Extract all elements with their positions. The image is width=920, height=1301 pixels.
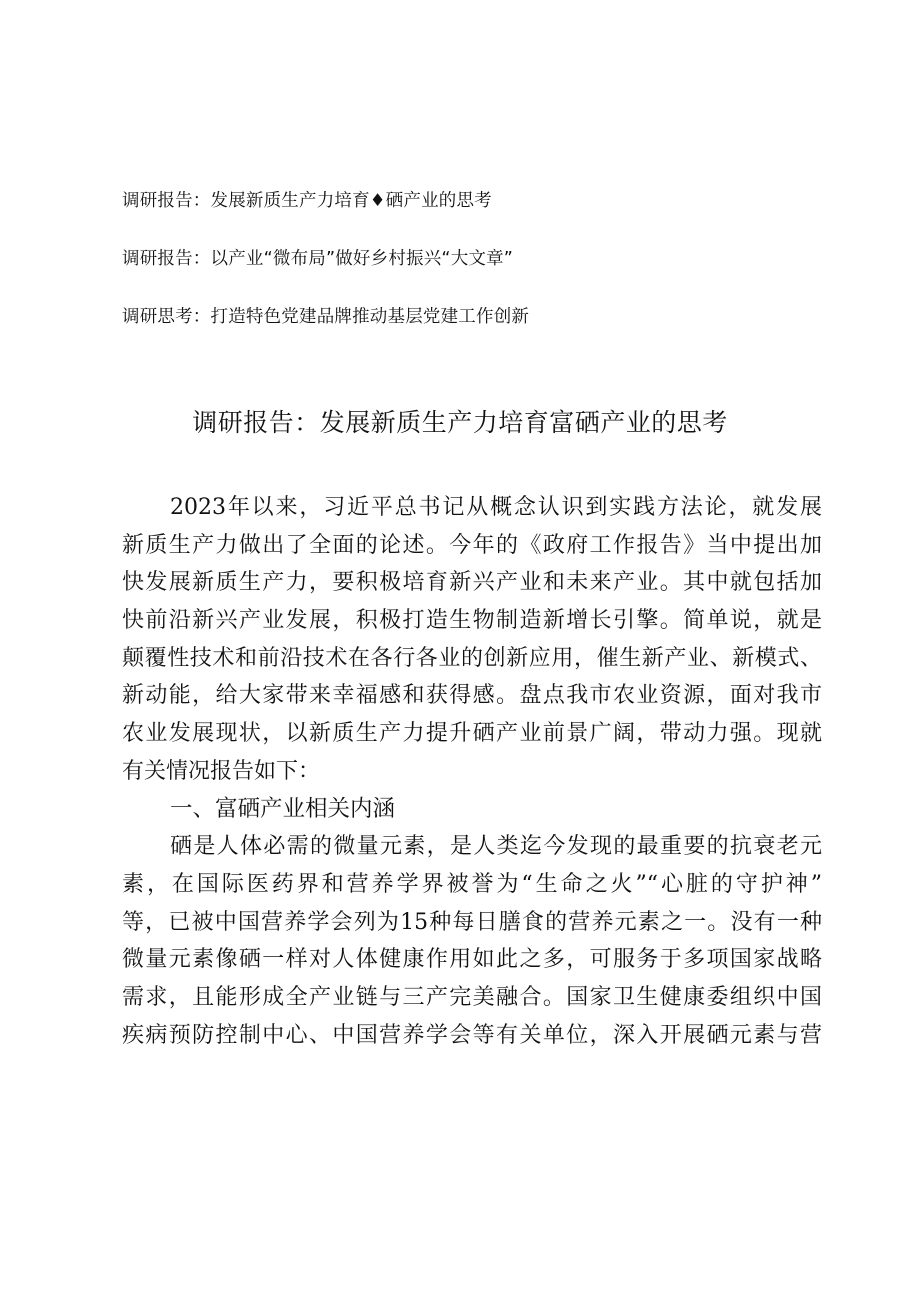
related-report-link-3[interactable]: 调研思考：打造特色党建品牌推动基层党建工作创新 xyxy=(122,307,530,327)
para1-line: 农业发展现状，以新质生产力提升硒产业前景广阔，带动力强。现就 xyxy=(122,721,822,747)
para2-line: 需求，且能形成全产业链与三产完美融合。国家卫生健康委组织中国 xyxy=(122,984,822,1010)
para1-line: 2023年以来，习近平总书记从概念认识到实践方法论，就发展 xyxy=(170,495,822,520)
related-report-link-1[interactable]: 调研报告：发展新质生产力培育♦硒产业的思考 xyxy=(122,191,492,211)
para1-line: 新质生产力做出了全面的论述。今年的《政府工作报告》当中提出加 xyxy=(122,532,822,558)
para1-line: 新动能，给大家带来幸福感和获得感。盘点我市农业资源，面对我市 xyxy=(122,683,822,709)
section-heading: 一、富硒产业相关内涵 xyxy=(170,795,396,822)
related-report-link-2[interactable]: 调研报告：以产业“微布局”做好乡村振兴“大文章” xyxy=(122,249,514,269)
para2-line: 等，已被中国营养学会列为15种每日膳食的营养元素之一。没有一种 xyxy=(122,909,822,935)
related-reports-list xyxy=(122,186,842,360)
para2-line: 素，在国际医药界和营养学界被誉为“生命之火”“心脏的守护神” xyxy=(122,871,822,897)
para2-line: 微量元素像硒一样对人体健康作用如此之多，可服务于多项国家战略 xyxy=(122,947,822,973)
para2-line: 硒是人体必需的微量元素，是人类迄今发现的最重要的抗衰老元 xyxy=(170,834,822,860)
para1-line: 快前沿新兴产业发展，积极打造生物制造新增长引擎。简单说，就是 xyxy=(122,608,822,634)
para1-line: 快发展新质生产力，要积极培育新兴产业和未来产业。其中就包括加 xyxy=(122,570,822,596)
document-body xyxy=(122,489,822,1054)
para1-line: 颠覆性技术和前沿技术在各行各业的创新应用，催生新产业、新模式、 xyxy=(122,645,822,671)
para1-line: 有关情况报告如下： xyxy=(122,758,321,784)
para2-line: 疾病预防控制中心、中国营养学会等有关单位，深入开展硒元素与营 xyxy=(122,1022,822,1048)
document-title: 调研报告：发展新质生产力培育富硒产业的思考 xyxy=(192,408,728,437)
